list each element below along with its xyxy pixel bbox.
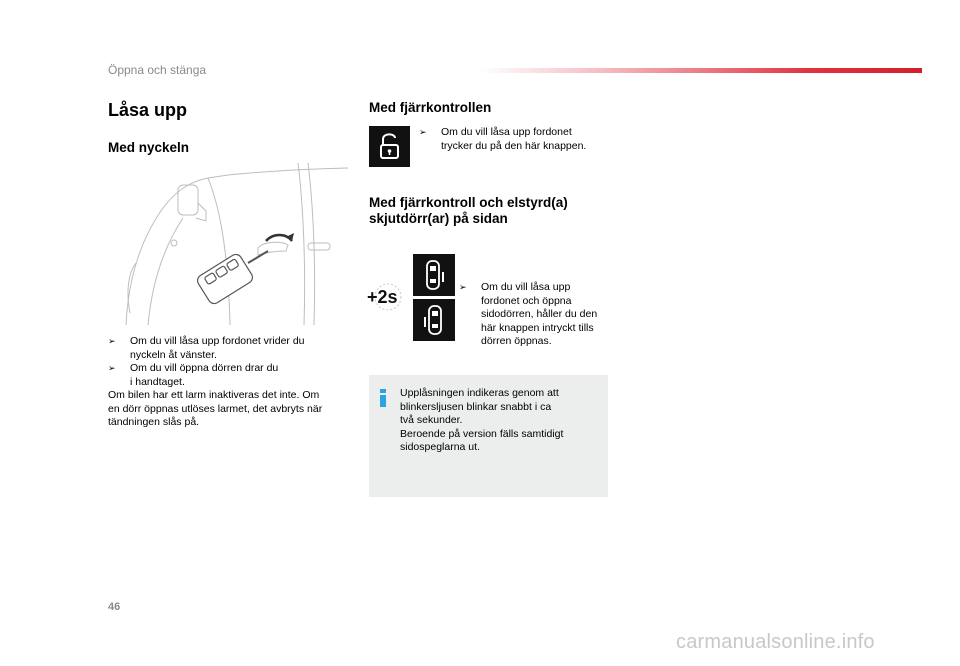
sliding-door-right-icon: [413, 254, 455, 296]
alarm-paragraph: Om bilen har ett larm inaktiveras det inte. Om en dörr öppnas utlöses larmet, det avbryts när tändningen slås på.: [108, 389, 323, 428]
info-icon: [377, 389, 389, 407]
subheading-sliding-door: Med fjärrkontroll och elstyrd(a) skjutdörr(ar) på sidan: [369, 195, 568, 226]
list-item: ➢ Om du vill låsa upp fordonet vrider du nyckeln åt vänster.: [108, 335, 305, 361]
subheading-key: Med nyckeln: [108, 140, 190, 155]
list-item: ➢ Om du vill öppna dörren drar du i handtaget.: [108, 362, 279, 388]
page-heading: Låsa upp: [108, 100, 188, 120]
sliding-door-instruction: ➢ Om du vill låsa upp fordonet och öppna sidodörren, håller du den här knappen intryckt tills dörren öppnas.: [459, 281, 598, 347]
info-text: Upplåsningen indikeras genom att blinkersljusen blinkar snabbt i ca två sekunder. Beroende på version fälls samtidigt sidospeglarna ut.: [400, 387, 564, 453]
page-number: 46: [108, 601, 121, 613]
key-instructions: [108, 335, 348, 430]
header-accent-line: [480, 68, 922, 73]
section-title: Öppna och stänga: [108, 63, 207, 77]
key-in-door-illustration: [108, 163, 348, 325]
subheading-remote: Med fjärrkontrollen: [369, 100, 492, 115]
bullet-arrow-icon: ➢: [108, 363, 116, 373]
sliding-door-left-icon: [413, 299, 455, 341]
bullet-arrow-icon: ➢: [459, 282, 467, 292]
unlock-padlock-icon: [369, 126, 410, 167]
watermark: carmanualsonline.info: [676, 631, 875, 653]
bullet-arrow-icon: ➢: [419, 127, 427, 137]
bullet-arrow-icon: ➢: [108, 336, 116, 346]
hold-duration-badge: +2s: [367, 282, 409, 312]
remote-instruction: ➢ Om du vill låsa upp fordonet trycker du på den här knappen.: [419, 126, 587, 152]
